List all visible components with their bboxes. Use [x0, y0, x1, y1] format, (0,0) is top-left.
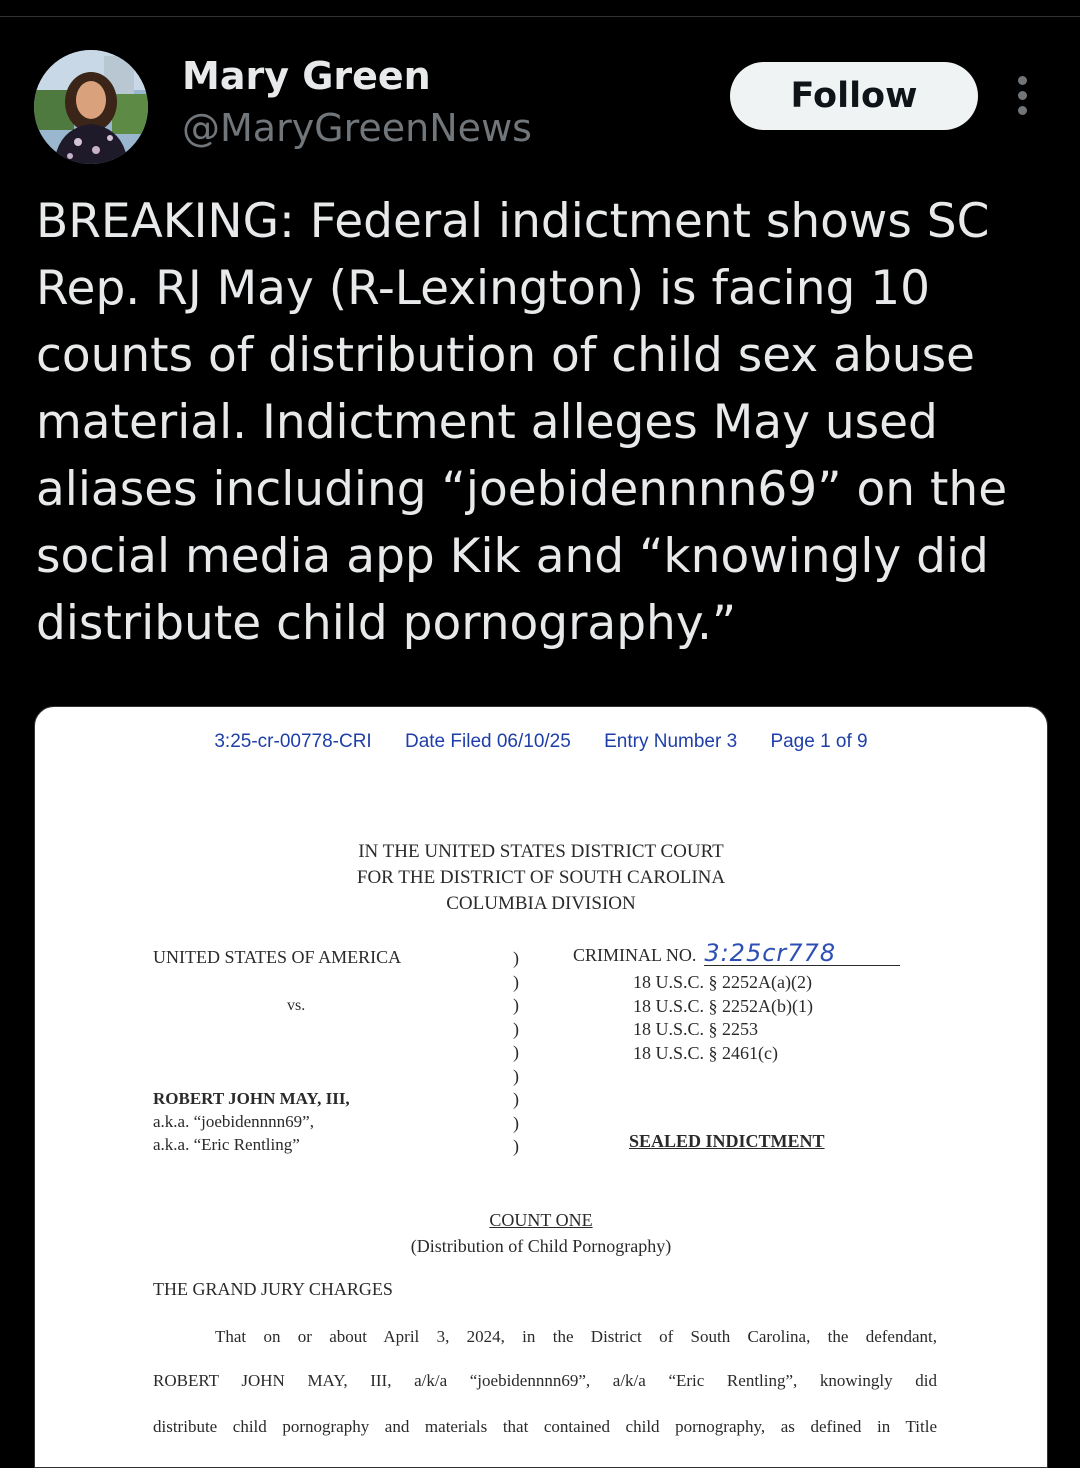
criminal-number-label: CRIMINAL NO. [573, 945, 697, 965]
more-dot [1018, 76, 1027, 85]
court-heading [35, 839, 1047, 917]
document-header [35, 731, 1047, 753]
avatar[interactable] [34, 50, 148, 164]
more-dot [1018, 91, 1027, 100]
plaintiff: UNITED STATES OF AMERICA [153, 947, 402, 967]
tweet-text: BREAKING: Federal indictment shows SC Rep. RJ May (R-Lexington) is facing 10 counts of distribution of child sex abuse material. Indictment alleges May used aliases including “joebidennnn69” on the social media app Kik and “knowingly did distribute child pornography.” [36, 194, 1008, 651]
entry-number: Entry Number 3 [604, 731, 738, 752]
count-title: COUNT ONE [489, 1210, 593, 1230]
paragraph-line: distribute child pornography and materials that contained child pornography, as defined in Title [153, 1417, 937, 1436]
court-line: COLUMBIA DIVISION [446, 893, 636, 914]
more-vertical-icon[interactable] [1010, 76, 1036, 116]
document-image[interactable] [34, 706, 1048, 1468]
statute: 18 U.S.C. § 2252A(a)(2) [633, 972, 812, 992]
page-number: Page 1 of 9 [770, 731, 868, 752]
statute: 18 U.S.C. § 2253 [633, 1019, 759, 1039]
author-handle[interactable]: @MaryGreenNews [182, 106, 532, 150]
court-line: FOR THE DISTRICT OF SOUTH CAROLINA [356, 867, 726, 888]
defendant-name: ROBERT JOHN MAY, III, [153, 1089, 350, 1108]
grand-jury-charges: THE GRAND JURY CHARGES [153, 1279, 393, 1299]
count-heading [35, 1207, 1047, 1259]
paragraph-line: ROBERT JOHN MAY, III, a/k/a “joebidennnn69”, a/k/a “Eric Rentling”, knowingly did [153, 1371, 937, 1390]
statute: 18 U.S.C. § 2461(c) [633, 1042, 778, 1063]
author-name[interactable]: Mary Green [182, 54, 431, 98]
criminal-number-handwritten: 3:25cr778 [704, 941, 900, 966]
statutes-list [633, 971, 813, 1065]
profile-photo-icon [34, 50, 148, 164]
statute: 18 U.S.C. § 2252A(b)(1) [633, 995, 813, 1016]
defendant-alias: a.k.a. “joebidennnn69”, [153, 1112, 314, 1131]
versus: vs. [287, 997, 306, 1014]
date-filed: Date Filed 06/10/25 [404, 731, 571, 752]
criminal-number [573, 941, 900, 966]
defendant-block [153, 1087, 350, 1156]
case-number: 3:25-cr-00778-CRI [214, 731, 372, 752]
sealed-indictment-title: SEALED INDICTMENT [629, 1131, 825, 1151]
court-line: IN THE UNITED STATES DISTRICT COURT [358, 841, 724, 862]
caption-parens: ) ) ) ) ) ) ) ) ) [513, 948, 519, 1156]
paragraph-line: That on or about April 3, 2024, in the District of South Carolina, the defendant, [215, 1327, 937, 1346]
count-subtitle: (Distribution of Child Pornography) [410, 1236, 672, 1256]
more-dot [1018, 106, 1027, 115]
defendant-alias: a.k.a. “Eric Rentling” [153, 1135, 300, 1154]
follow-button[interactable]: Follow [730, 62, 978, 130]
top-divider [0, 16, 1080, 17]
